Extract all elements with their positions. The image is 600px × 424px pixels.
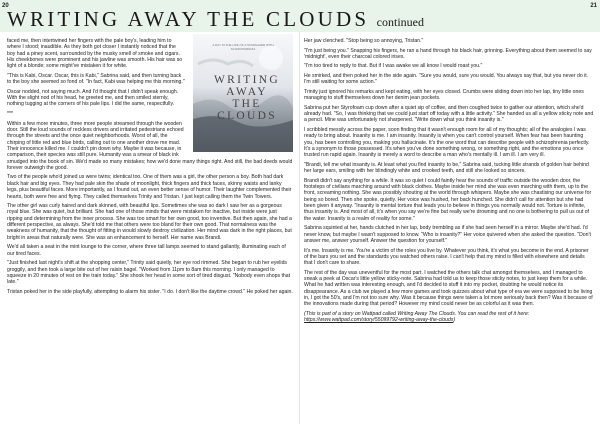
body-paragraph: He smirked, and then poked her in the side again. "Sure you would, sure you would. You always say that, but you never do it. I'm still waiting for some action." xyxy=(304,72,589,86)
body-paragraph: The other girl was curly haired and dark skinned, with beautiful lips. Sometimes she was so dark I saw her as a gorgeous royal blue. She was quiet, but brilliant. She had one of those minds that were mistaken for inactive, but inside were just ripping and determining from the inner process. She was too smart for her own good, too inventive. But then again, she had a different perspective, as always. She'd told me that others were too bland for their own good. That normalness was the weakness of humanity, that the thought of fitting in would slowly destroy civilization. Her mind was dark in the right places, but bright in areas that naturally were. She was an enhancement to herself. Her name was Brandi. xyxy=(7,203,292,241)
body-paragraph: We'd all taken a seat in the mint lounge to the corner, where three tall lamps seemed to stand gallantly, illuminating each of our tired faces. xyxy=(7,244,286,257)
body-paragraph: Brandi didn't say anything for a while. It was so quiet I could faintly hear the sounds of traffic outside the wooden door, the footsteps of civilians marching around with black clothes. Maybe inside her mind she was even marching with them, up to the front, screaming nothing. She was possibly shouting at the world through whispers. Maybe she was chastising our universe for being so bored. Then she spoke, quietly. Her voice was hushed, her back hunched. She didn't call for attention but she had been given it anyway. "Insanity is mental torture that leads you to believe in things you normally would not. Torture is infinite, thus insanity is. And most of all, it's when you say we're fine but really we're drowning and no one is bothering to pull us out of the water. Insanity is a realm of reality for some." xyxy=(304,177,592,222)
body-paragraph: Sabrina squinted at her, hands clutched in her lap, body trembling as if she had seen herself in a mirror. Maybe she'd had. I'd never know, but maybe I wasn't supposed to know. "Who is insanity?" Her voice quivered when she asked the question. "Don't answer me, answer yourself. Answer the question for yourself." xyxy=(304,225,591,244)
body-paragraph: "I'm just being you." Snapping his fingers, he ran a hand through his black hair, grinning. Everything about them seemed to say 'midnight', even their charcoal colored irises. xyxy=(304,47,592,60)
cover-title-line: THE xyxy=(232,98,262,110)
page-number-right: 21 xyxy=(590,3,597,9)
section-break: *** xyxy=(7,111,14,117)
article-title-main: WRITING AWAY THE CLOUDS xyxy=(7,7,370,31)
body-paragraph: I scribbled messily across the paper, soon finding that it wasn't enough room for all of my thoughts; all of the analogies I was ready to bring about. Insanity is me. I am insanity. Insanity is when you can't control yourself. When fear has been haunting you, has been controlling you, making you hallucinate. It's the one word that can describe people with schizophrenia perfectly. It's a synonym to those possessed. It's when you've done something wrong, or something right, and the emotions you once trusted run rapid again. Insanity is merely a word to describe a man who's mentally ill. I am ill. I am very ill. xyxy=(304,126,590,159)
body-paragraph: Trinity just ignored his remarks and kept eating, with her eyes closed. Crumbs were sliding down into her lap, tiny little ones managing to stuff themselves down her denim jean pockets. xyxy=(304,88,584,102)
cover-tagline: A DAY IN THE LIFE OF A STARGAZER WITH SCHIZOPHRENIA xyxy=(212,43,274,51)
cover-title xyxy=(207,74,287,122)
book-cover-image xyxy=(193,34,293,152)
body-paragraph: Within a few more minutes, three more people streamed through the wooden door. Still the loud sounds of reckless drivers and irritated pedestrians echoed through the streets and the once quiet neighborhoods. Worst of all, the chirping of little red and blue birds, calling out to one another drove me mad. Their innocence killed me. I couldn't pin down why. Maybe it was because, in comparison, their species was still pure. Humanity was a smear of black ink smudged into the book of sin. We'd made so many mistakes; how we'd done many things right. And still, the bad deeds would forever outweigh the good. xyxy=(7,120,293,171)
left-page-column xyxy=(7,38,293,298)
body-paragraph: It's me. Insanity is me. You're a victim of the roles you live by. Whatever you think, it's what you become in the end. A prisoner of the bars you set and the standards you watched others raise. I can't help that my mind is filled with elsewhere and details that I don't care to share. xyxy=(304,247,589,267)
body-paragraph: faced me, then intertwined her fingers with the pale boy's, leading him to where I stood; inaudible. As they both got closer I instantly noticed that the boy had a piney scent, surrounded by the musky smell of smoke and cigars. His cheekbones were prominent and his jawline was smooth. His hair was so light of a blonde; some might've mistaken it for white. xyxy=(7,38,183,70)
body-paragraph: The rest of the day was uneventful for the most part. I watched the others talk chat amongst themselves, and I managed to sneak a peek at Oscar's little yellow sticky-note. Sabrina had told us to keep those sticky notes, to just keep them for a while. What he had written was interesting enough, and I'd decided to stuff it into my pocket, doubting he would notice its disappearance. As a club we played a few more games and took quizzes about what type of era we were supposed to be living in, I got the 50's, and I'm not too sure why. Was it because things were taken a lot more seriously back then? Was it because of the innovations made during that period? However my mind could never be as colorful as it was then. xyxy=(304,269,593,308)
page-header xyxy=(0,0,600,32)
body-paragraph: "Just finished last night's shift at the shopping center," Trinity said quietly, her eye rod rimmed. She began to rub her eyelids groggily, and then took a large bite out of her raisin bagel. "Worked from 11pm to 8am this morning. I only managed to squeeze in 20 minutes of rest on the train today." She shook her head in some sort of tired disgust. "Nobody even shops that late." xyxy=(7,260,291,286)
body-paragraph: "Brandi, tell me what insanity is. At least what you find insanity to be," Sabrina said, tucking little strands of golden hair behind her large ears, smiling with her blindingly white and crooked teeth, and still she looked so sincere. xyxy=(304,161,589,175)
body-paragraph: Oscar nodded, not saying much. And I'd thought that I didn't speak enough. With the slight nod of his head, he greeted me, and then smiled sternly, nothing tugging at the corners of his pale lips. I did the same, respectfully. xyxy=(7,88,179,108)
page-number-left: 20 xyxy=(2,3,9,9)
cover-title-line: WRITING xyxy=(214,74,280,86)
article-title xyxy=(7,7,424,32)
cover-title-line: AWAY xyxy=(226,86,268,98)
body-paragraph: Two of the people who'd joined us were twins; identical too. One of them was a girl, the other person a boy. Both had dark black hair and big eyes. They had pale skin the shade of moonlight, thick fingers and thick faces, skinny waists and lanky legs, plus beautiful faces. More importantly, as I found out, an even better sense of humor. Their laughter complemented their hearts, both were free and flying. They called themselves Trinity and Tristan. I just kept calling them the Twin Towers. xyxy=(7,174,292,200)
article-title-continued: continued xyxy=(376,15,424,29)
body-paragraph: Tristan poked her in the side playfully, attempting to alarm his sister. "I do. I don't like the daytime crowd." He poked her again. xyxy=(7,288,293,295)
page-gutter xyxy=(299,32,300,424)
source-note-close: ) xyxy=(453,317,456,324)
body-paragraph: "This is Kabi, Oscar. Oscar, this is Kabi," Sabrina said, and then turning back to the boy she seemed so fond of. "In fact, Kabi was helping me this morning." xyxy=(7,72,185,86)
source-note-text: (This is part of a story on Wattpad called Writing Away The Clouds. You can read the rest of it here: xyxy=(304,310,530,317)
body-paragraph: Her jaw clenched. "Stop being so annoying, Tristan." xyxy=(304,38,424,44)
right-page-column xyxy=(304,38,594,327)
story-source-note xyxy=(304,311,594,324)
wattpad-story-link[interactable]: https://www.wattpad.com/story/55099792-writing-away-the-clouds xyxy=(304,317,454,324)
body-paragraph: Sabrina put her Styrofoam cup down after a quiet sip of coffee, and then coughed twice to gather our attention, which she'd already had. "So, I was thinking that we could just start off today with a little activity." She handed us all a yellow sticky note and a pencil. Mine was unfortunately not sharpened. "Write down what you think insanity is." xyxy=(304,104,594,124)
cover-title-line: CLOUDS xyxy=(217,110,277,122)
body-paragraph: "I'm too tired to reply to that. But if I was awake we all know I would roast you." xyxy=(304,63,483,70)
